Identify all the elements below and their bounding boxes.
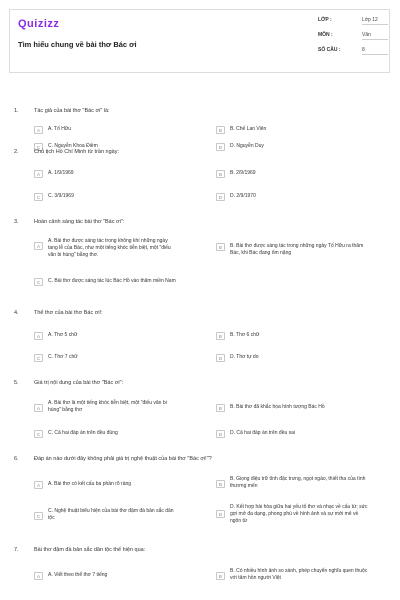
option-text: A. Bài thơ được sáng tác trong không khí những ngày tang lễ của Bác, như một tiếng khóc tiễn biệt, một "điếu văn bi hùng" bằng thơ. — [48, 238, 171, 258]
option-letter: B — [216, 332, 225, 340]
quizizz-logo: Quizizz — [18, 18, 60, 30]
question-count-label: SỐ CÂU : — [318, 47, 341, 53]
option-text: A. Bài thơ là một tiếng khóc tiễn biệt, một "điếu văn bi hùng" bằng thơ — [48, 400, 167, 413]
option-text: C. 3/9/1969 — [48, 193, 74, 199]
option-letter: D — [216, 193, 225, 201]
option-text: B. Có nhiều hình ảnh so sánh, phép chuyển nghĩa quen thuộc với tâm hồn người Việt — [230, 568, 368, 581]
option-letter: B — [216, 126, 225, 134]
option-text: A. Viết theo thể thơ 7 tiếng — [48, 572, 108, 578]
question-text: Thể thơ của bài thơ Bác ơi!: — [34, 310, 103, 316]
option-text: C. Nghệ thuật biểu hiện của bài thơ đậm đà bản sắc dân tộc — [48, 508, 174, 521]
option-text: A. Tố Hữu — [48, 126, 71, 132]
option-letter: A — [34, 404, 43, 412]
option-letter: A — [34, 126, 43, 134]
option-letter: C — [34, 512, 43, 520]
class-label: LỚP : — [318, 17, 332, 23]
option-text: D. Cả hai đáp án trên đều sai — [230, 430, 296, 436]
option-text: D. Thơ tự do — [230, 354, 259, 360]
option-letter: A — [34, 242, 43, 250]
worksheet-title: Tìm hiểu chung về bài thơ Bác ơi — [18, 40, 137, 49]
subject-label: MÔN : — [318, 32, 333, 38]
option-text: D. 2/9/1970 — [230, 193, 256, 199]
question-number: 2. — [14, 149, 19, 155]
option-letter: D — [216, 143, 225, 151]
question-number: 5. — [14, 380, 19, 386]
question-text: Bài thơ đậm đà bản sắc dân tộc thể hiện qua: — [34, 547, 146, 553]
option-letter: B — [216, 170, 225, 178]
question-text: Giá trị nội dung của bài thơ "Bác ơi": — [34, 380, 124, 386]
option-letter: A — [34, 170, 43, 178]
option-letter: C — [34, 354, 43, 362]
question-text: Hoàn cảnh sáng tác bài thơ "Bác ơi": — [34, 219, 125, 225]
option-letter: C — [34, 278, 43, 286]
option-letter: A — [34, 332, 43, 340]
question-count-value: 8 — [362, 47, 388, 55]
option-text: A. Bài thơ có kết cấu ba phần rõ ràng — [48, 481, 132, 487]
option-letter: B — [216, 480, 225, 488]
option-text: B. Bài thơ đã khắc họa hình tượng Bác Hồ — [230, 404, 325, 410]
option-text: B. Bài thơ được sáng tác trong những ngày Tố Hữu ra thăm Bác, khi Bác đang ốm nặng — [230, 243, 364, 256]
question-number: 6. — [14, 456, 19, 462]
question-number: 3. — [14, 219, 19, 225]
option-letter: D — [216, 354, 225, 362]
question-number: 1. — [14, 108, 19, 114]
option-text: C. Nguyễn Khoa Điềm — [48, 143, 98, 149]
option-letter: A — [34, 572, 43, 580]
option-text: B. Giọng điệu trữ tình đặc trưng, ngọt ngào, thiết tha của tình thương mến — [230, 476, 366, 489]
option-text: B. Thơ 6 chữ — [230, 332, 260, 338]
option-letter: B — [216, 404, 225, 412]
option-letter: A — [34, 481, 43, 489]
option-text: A. Thơ 5 chữ — [48, 332, 78, 338]
subject-value: Văn — [362, 32, 388, 40]
option-text: D. Kết hợp hài hòa giữa hai yếu tố thơ và nhạc về cấu tứ; sức gợi mở đa dạng, phong phú về hình ảnh và sự mới mẻ về ngôn từ — [230, 504, 368, 524]
option-letter: B — [216, 572, 225, 580]
question-text: Đáp án nào dưới đây không phải giá trị nghệ thuật của bài thơ "Bác ơi!"? — [34, 456, 212, 462]
option-letter: B — [216, 243, 225, 251]
question-number: 7. — [14, 547, 19, 553]
option-letter: C — [34, 143, 43, 151]
option-letter: C — [34, 430, 43, 438]
option-letter: D — [216, 510, 225, 518]
worksheet-header — [9, 9, 390, 73]
option-text: D. Nguyễn Duy — [230, 143, 264, 149]
question-text: Tác giả của bài thơ "Bác ơi" là: — [34, 108, 110, 114]
option-text: B. 2/9/1969 — [230, 170, 256, 176]
option-text: C. Bài thơ được sáng tác lúc Bác Hồ vào thăm miền Nam — [48, 278, 176, 284]
question-number: 4. — [14, 310, 19, 316]
option-text: C. Cả hai đáp án trên đều đúng — [48, 430, 118, 436]
option-letter: C — [34, 193, 43, 201]
class-value: Lớp 12 — [362, 17, 388, 25]
option-text: B. Chế Lan Viên — [230, 126, 267, 132]
option-text: A. 1/9/1969 — [48, 170, 74, 176]
question-text: Chủ tịch Hồ Chí Minh từ trần ngày: — [34, 149, 119, 155]
option-letter: D — [216, 430, 225, 438]
option-text: C. Thơ 7 chữ — [48, 354, 78, 360]
